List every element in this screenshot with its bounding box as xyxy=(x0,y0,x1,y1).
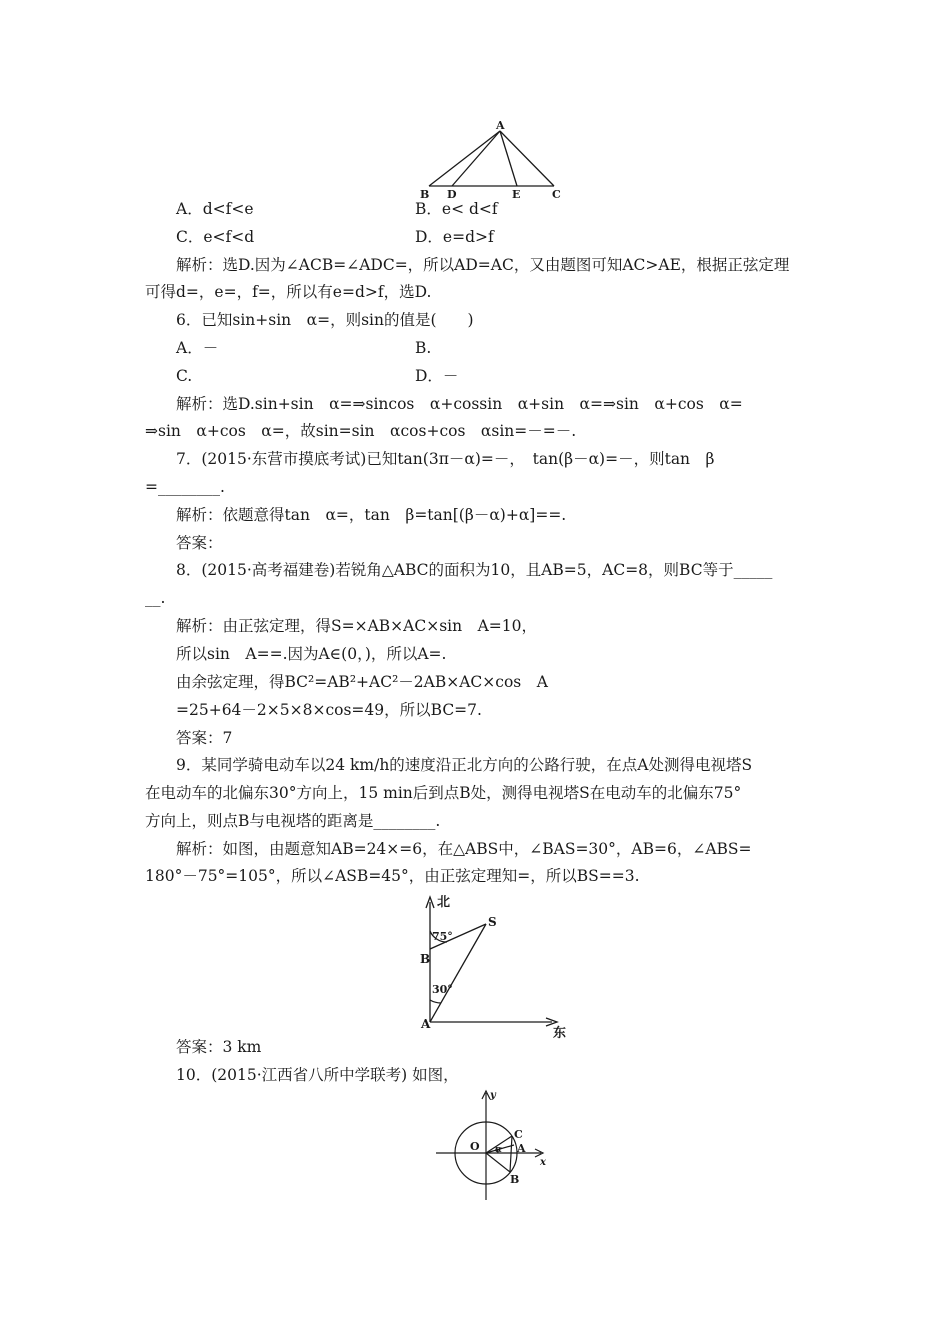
q6-option-c: C. xyxy=(176,367,193,385)
east-label: 东 xyxy=(553,1026,567,1041)
point-b-label-circle: B xyxy=(510,1173,520,1186)
q8-answer: 答案：7 xyxy=(176,729,233,747)
point-s-label: S xyxy=(488,915,497,929)
point-label-d: D xyxy=(447,188,457,201)
q8-stem-line-2: __. xyxy=(145,589,166,607)
q8-stem-line-1: 8．(2015·高考福建卷)若锐角△ABC的面积为10，且AB=5，AC=8，则BC等于_____ xyxy=(176,561,773,579)
q8-solution-line-1: 解析：由正弦定理，得S=×AB×AC×sin A=10， xyxy=(176,617,538,635)
q6-stem: 6．已知sin+sin α=，则sin的值是( ) xyxy=(176,311,474,329)
q6-option-d: D．－ xyxy=(415,367,459,385)
x-axis-label: x xyxy=(540,1157,546,1168)
q7-solution: 解析：依题意得tan α=，tan β=tan[(β－α)+α]==. xyxy=(176,506,567,524)
q5-option-a: A．d<f<e xyxy=(176,200,254,218)
q5-solution-line-2: 可得d=，e=，f=，所以有e=d>f，选D. xyxy=(145,283,432,301)
q9-answer: 答案：3 km xyxy=(176,1038,262,1056)
q5-option-d: D．e=d>f xyxy=(415,228,494,246)
q6-solution-line-1: 解析：选D.sin+sin α=⇒sincos α+cossin α+sin α=⇒sin α+cos α= xyxy=(176,395,743,413)
q9-stem-line-3: 方向上，则点B与电视塔的距离是________. xyxy=(145,812,441,830)
point-b-label: B xyxy=(420,952,431,966)
vertex-label-c: C xyxy=(552,188,561,201)
q6-solution-line-2: ⇒sin α+cos α=，故sin=sin αcos+cos αsin=－=－. xyxy=(145,422,577,440)
q6-option-b: B. xyxy=(415,339,432,357)
q9-stem-line-1: 9．某同学骑电动车以24 km/h的速度沿正北方向的公路行驶，在点A处测得电视塔S xyxy=(176,756,753,774)
q8-solution-line-4: =25+64－2×5×8×cos=49，所以BC=7. xyxy=(176,701,482,719)
origin-label: O xyxy=(470,1140,480,1153)
q5-solution-line-1: 解析：选D.因为∠ACB=∠ADC=，所以AD=AC，又由题图可知AC>AE，根据正弦定理 xyxy=(176,256,790,274)
q7-stem-line-2: =________. xyxy=(145,478,225,496)
vertex-label-a: A xyxy=(496,119,505,132)
q8-solution-line-2: 所以sin A==.因为A∈(0，)，所以A=. xyxy=(176,645,447,663)
y-axis-label: y xyxy=(490,1090,496,1101)
point-c-label: C xyxy=(514,1128,523,1141)
q9-solution-line-1: 解析：如图，由题意知AB=24×=6，在△ABS中，∠BAS=30°，AB=6，∠ABS= xyxy=(176,840,752,858)
q5-option-b: B．e< d<f xyxy=(415,200,498,218)
angle-30-label: 30° xyxy=(432,983,453,996)
q9-solution-line-2: 180°－75°=105°，所以∠ASB=45°，由正弦定理知=，所以BS==3. xyxy=(145,867,640,885)
q9-stem-line-2: 在电动车的北偏东30°方向上，15 min后到点B处，测得电视塔S在电动车的北偏东75° xyxy=(145,784,742,802)
north-label: 北 xyxy=(437,895,451,910)
q8-solution-line-3: 由余弦定理，得BC²=AB²+AC²－2AB×AC×cos A xyxy=(176,673,548,691)
vertex-label-b: B xyxy=(420,188,430,201)
q7-stem-line-1: 7．(2015·东营市摸底考试)已知tan(3π－α)=－， tan(β－α)=－，则tan β xyxy=(176,450,715,468)
angle-75-label: 75° xyxy=(432,930,453,943)
q7-answer: 答案： xyxy=(176,534,223,552)
point-label-e: E xyxy=(512,188,521,201)
point-a-label: A xyxy=(421,1017,431,1031)
alpha-label: α xyxy=(495,1145,502,1155)
q6-option-a: A．－ xyxy=(176,339,219,357)
q5-option-c: C．e<f<d xyxy=(176,228,255,246)
point-a-label-circle: A xyxy=(517,1142,526,1155)
q10-stem: 10．(2015·江西省八所中学联考) 如图， xyxy=(176,1066,459,1084)
